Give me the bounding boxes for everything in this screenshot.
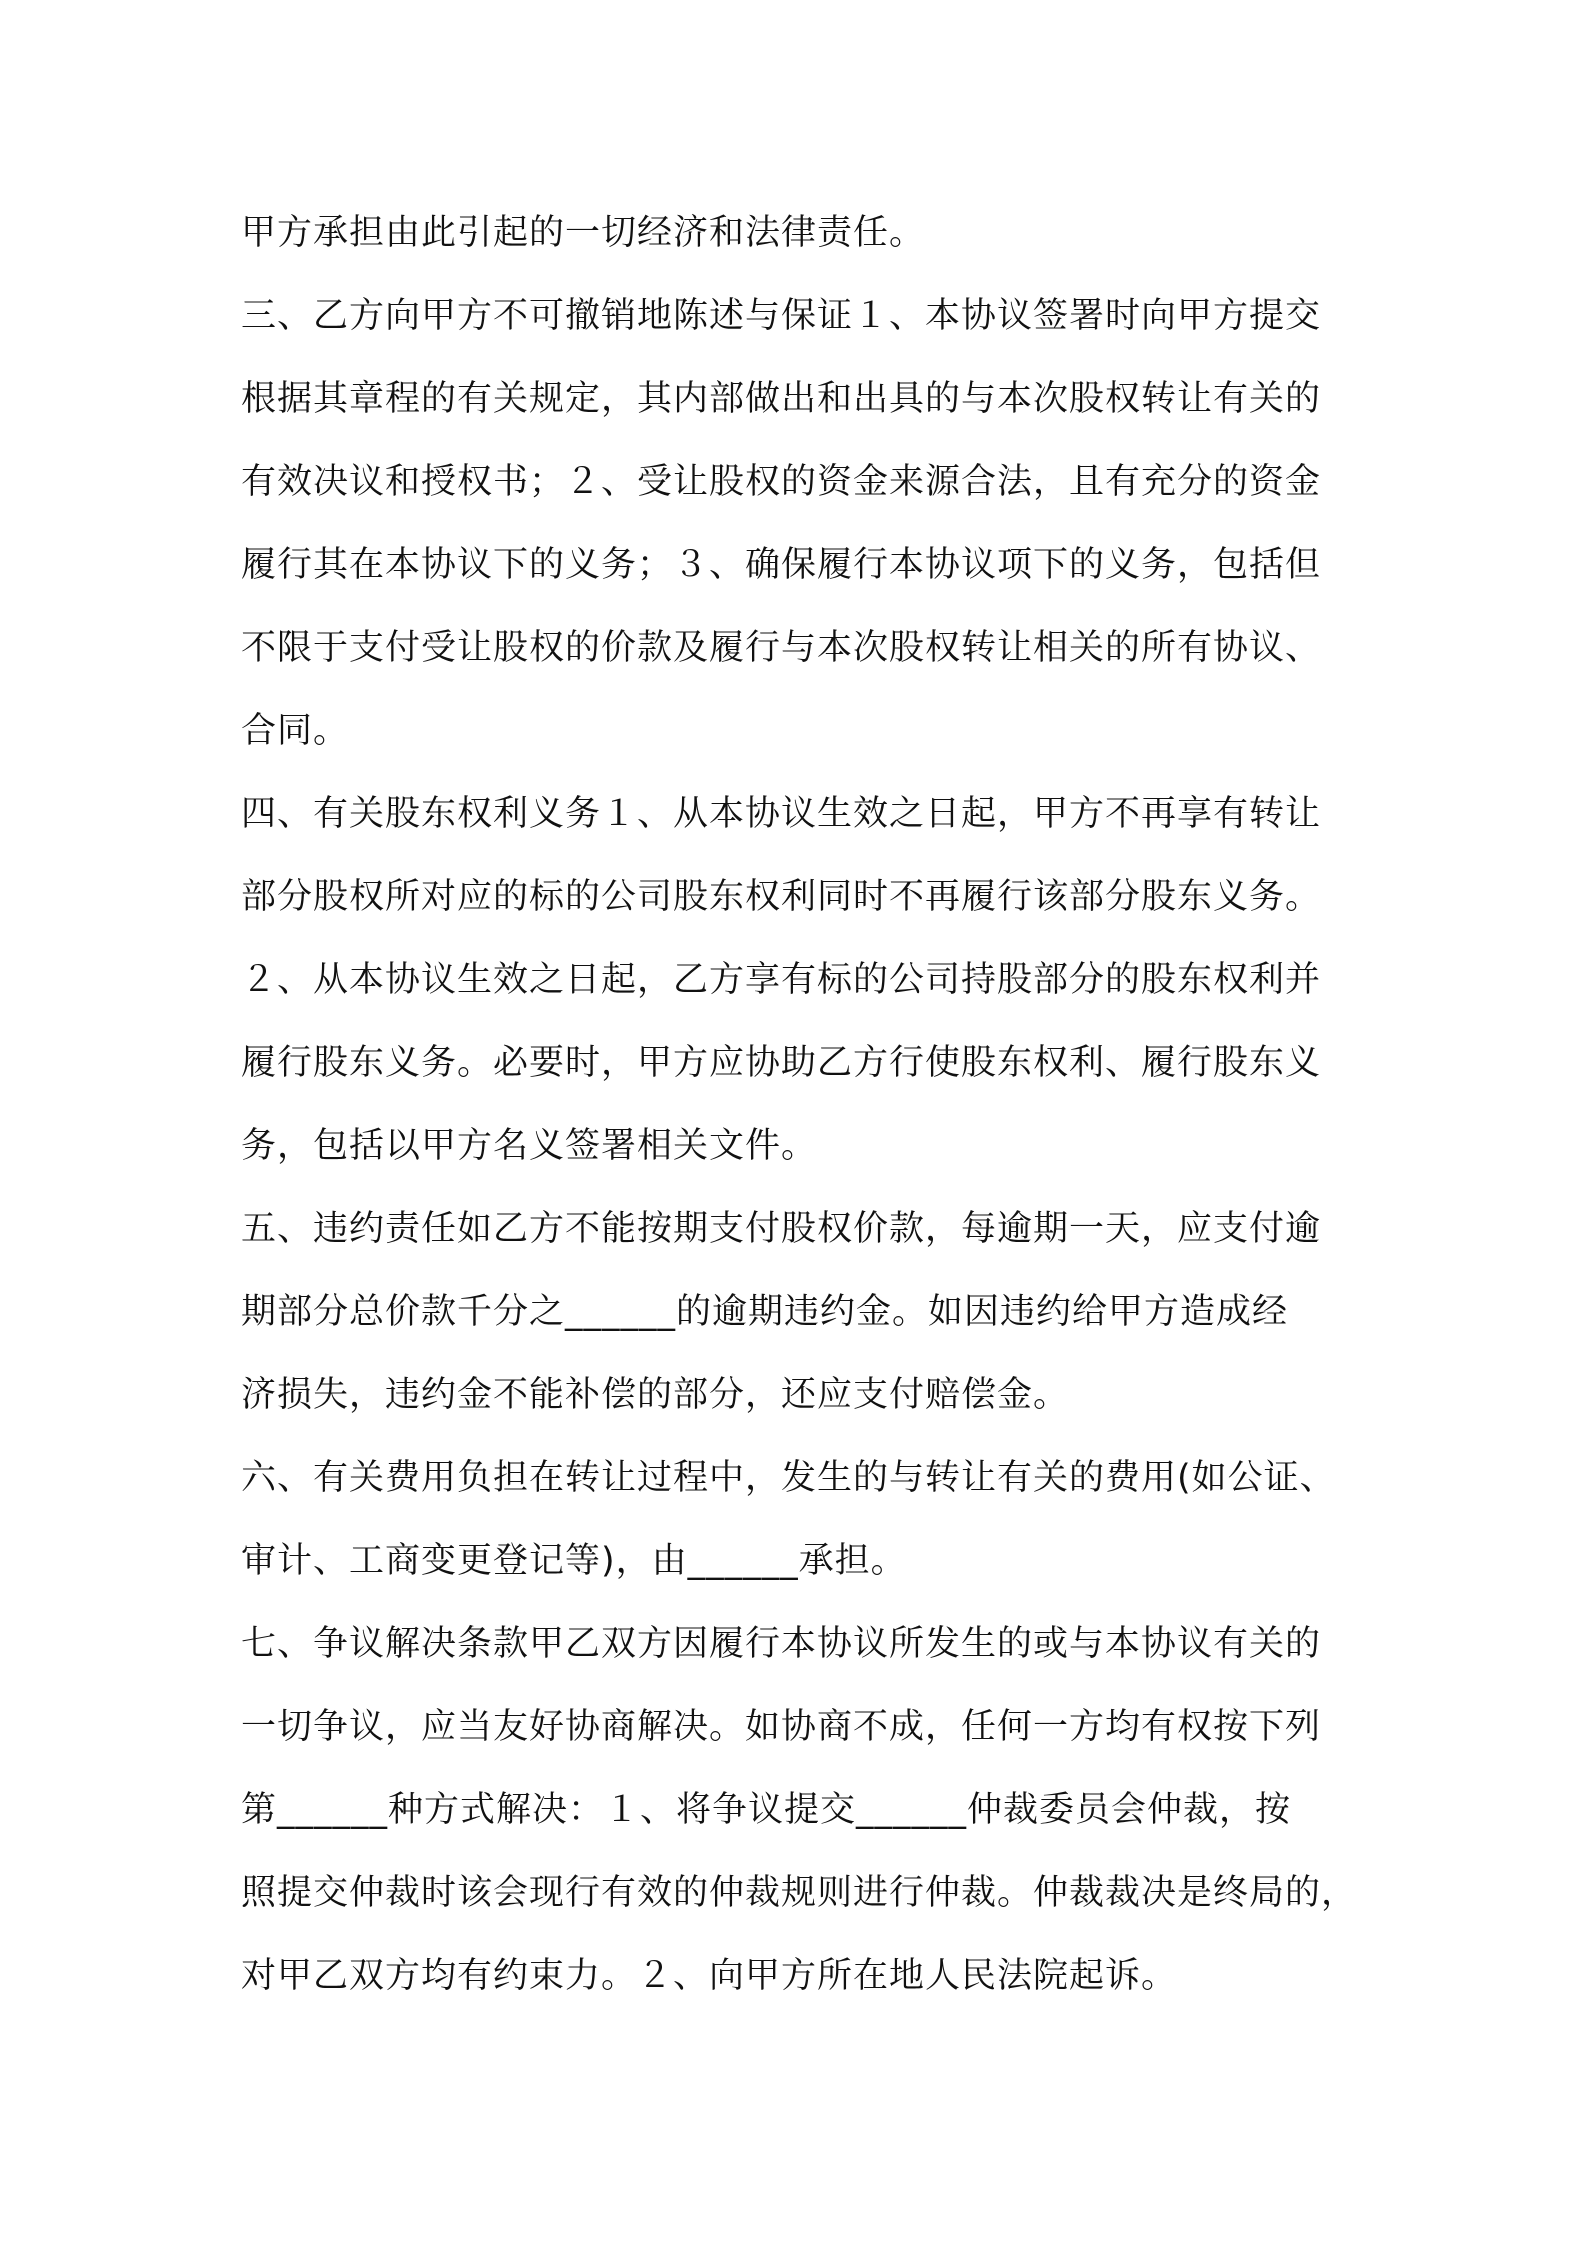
text-line: 履行股东义务。必要时，甲方应协助乙方行使股东权利、履行股东义 xyxy=(241,1043,1322,1083)
text-line: 对甲乙双方均有约束力。２、向甲方所在地人民法院起诉。 xyxy=(241,1956,1178,1996)
text-line: 七、争议解决条款甲乙双方因履行本协议所发生的或与本协议有关的 xyxy=(241,1624,1322,1664)
text-line: 审计、工商变更登记等)，由______承担。 xyxy=(241,1541,907,1581)
text-line: 五、违约责任如乙方不能按期支付股权价款，每逾期一天，应支付逾 xyxy=(241,1209,1322,1249)
text-line: 根据其章程的有关规定，其内部做出和出具的与本次股权转让有关的 xyxy=(241,379,1322,419)
text-line: 一切争议，应当友好协商解决。如协商不成，任何一方均有权按下列 xyxy=(241,1707,1322,1747)
text-line: 六、有关费用负担在转让过程中，发生的与转让有关的费用(如公证、 xyxy=(241,1458,1336,1498)
text-line: 不限于支付受让股权的价款及履行与本次股权转让相关的所有协议、 xyxy=(241,628,1322,668)
text-line: 济损失，违约金不能补偿的部分，还应支付赔偿金。 xyxy=(241,1375,1070,1415)
text-line: 部分股权所对应的标的公司股东权利同时不再履行该部分股东义务。 xyxy=(241,877,1322,917)
text-line: 第______种方式解决：１、将争议提交______仲裁委员会仲裁，按 xyxy=(241,1790,1292,1830)
text-line: 有效决议和授权书；２、受让股权的资金来源合法，且有充分的资金 xyxy=(241,462,1322,502)
text-line: 甲方承担由此引起的一切经济和法律责任。 xyxy=(241,213,926,253)
text-line: 期部分总价款千分之______的逾期违约金。如因违约给甲方造成经 xyxy=(241,1292,1289,1332)
text-line: 四、有关股东权利义务１、从本协议生效之日起，甲方不再享有转让 xyxy=(241,794,1322,834)
text-line: 合同。 xyxy=(241,711,350,751)
text-line: 务，包括以甲方名义签署相关文件。 xyxy=(241,1126,818,1166)
text-line: 照提交仲裁时该会现行有效的仲裁规则进行仲裁。仲裁裁决是终局的， xyxy=(241,1873,1358,1913)
contract-text xyxy=(241,192,1371,2018)
text-line: ２、从本协议生效之日起，乙方享有标的公司持股部分的股东权利并 xyxy=(241,960,1322,1000)
text-line: 履行其在本协议下的义务；３、确保履行本协议项下的义务，包括但 xyxy=(241,545,1322,585)
text-line: 三、乙方向甲方不可撤销地陈述与保证１、本协议签署时向甲方提交 xyxy=(241,296,1322,336)
